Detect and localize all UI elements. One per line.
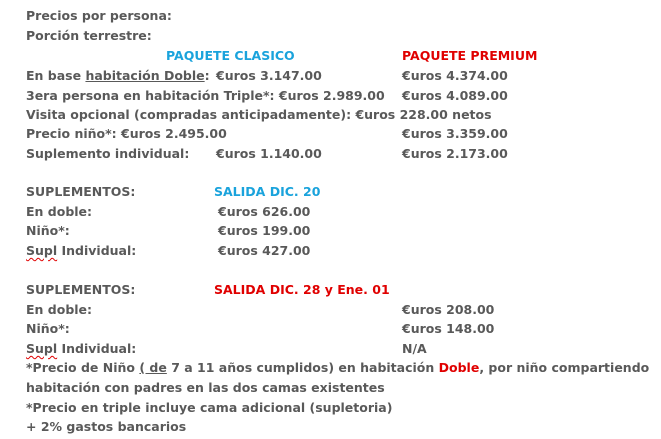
supplements-2-row-value: €uros 208.00 [402, 302, 495, 317]
header-premium-package: PAQUETE PREMIUM [402, 48, 538, 63]
note-child-price-cont: habitación con padres en las dos camas existentes [26, 380, 385, 395]
row-child-price: Precio niño*: €uros 2.495.00 [26, 126, 227, 141]
note-triple: *Precio en triple incluye cama adicional (supletoria) [26, 400, 393, 415]
supplements-1-row-label: Niño*: [26, 223, 70, 238]
row-single-supplement-label: Suplemento individual: [26, 146, 190, 161]
label-suffix: : [204, 68, 210, 83]
row-third-person-premium: €uros 4.089.00 [402, 88, 508, 103]
supplements-2-row-label [26, 341, 136, 357]
supplements-1-row-label [26, 243, 136, 259]
supplements-2-title: SUPLEMENTOS: [26, 282, 136, 297]
supplements-2-row-label: En doble: [26, 302, 93, 317]
supplements-1-departure: SALIDA DIC. 20 [214, 184, 321, 199]
intro-line-land: Porción terrestre: [26, 28, 152, 43]
row-child-price-premium: €uros 3.359.00 [402, 126, 508, 141]
supplements-1-row-value: €uros 626.00 [218, 204, 311, 219]
header-classic-package: PAQUETE CLASICO [166, 48, 295, 63]
label-rest: Individual: [57, 341, 137, 356]
supplements-1-row-label: En doble: [26, 204, 93, 219]
label-underlined: habitación Doble [85, 68, 205, 83]
row-base-double-premium: €uros 4.374.00 [402, 68, 508, 83]
supplements-2-row-value: N/A [402, 341, 427, 356]
spellcheck-word: Supl [26, 243, 58, 258]
supplements-1-title: SUPLEMENTOS: [26, 184, 136, 199]
label-rest: Individual: [57, 243, 137, 258]
intro-line-prices: Precios por persona: [26, 8, 172, 23]
note-highlight-double: Doble [438, 360, 480, 375]
supplements-2-row-label: Niño*: [26, 321, 70, 336]
note-part: *Precio de Niño [26, 360, 140, 375]
note-part: 7 a 11 años cumplidos) en habitación [166, 360, 439, 375]
row-single-supplement-premium: €uros 2.173.00 [402, 146, 508, 161]
row-base-double-classic: €uros 3.147.00 [216, 68, 322, 83]
row-optional-visit: Visita opcional (compradas anticipadamente): €uros 228.00 netos [26, 107, 492, 122]
label-prefix: En base [26, 68, 86, 83]
note-part: , por niño compartiendo [479, 360, 650, 375]
note-child-price [26, 360, 649, 376]
row-base-double-label [26, 68, 210, 84]
row-single-supplement-classic: €uros 1.140.00 [216, 146, 322, 161]
note-underlined: ( de [139, 360, 167, 375]
supplements-1-row-value: €uros 199.00 [218, 223, 311, 238]
row-third-person: 3era persona en habitación Triple*: €uros 2.989.00 [26, 88, 385, 103]
supplements-1-row-value: €uros 427.00 [218, 243, 311, 258]
spellcheck-word: Supl [26, 341, 58, 356]
supplements-2-row-value: €uros 148.00 [402, 321, 495, 336]
supplements-2-departure: SALIDA DIC. 28 y Ene. 01 [214, 282, 390, 297]
note-bank-fees: + 2% gastos bancarios [26, 419, 187, 434]
